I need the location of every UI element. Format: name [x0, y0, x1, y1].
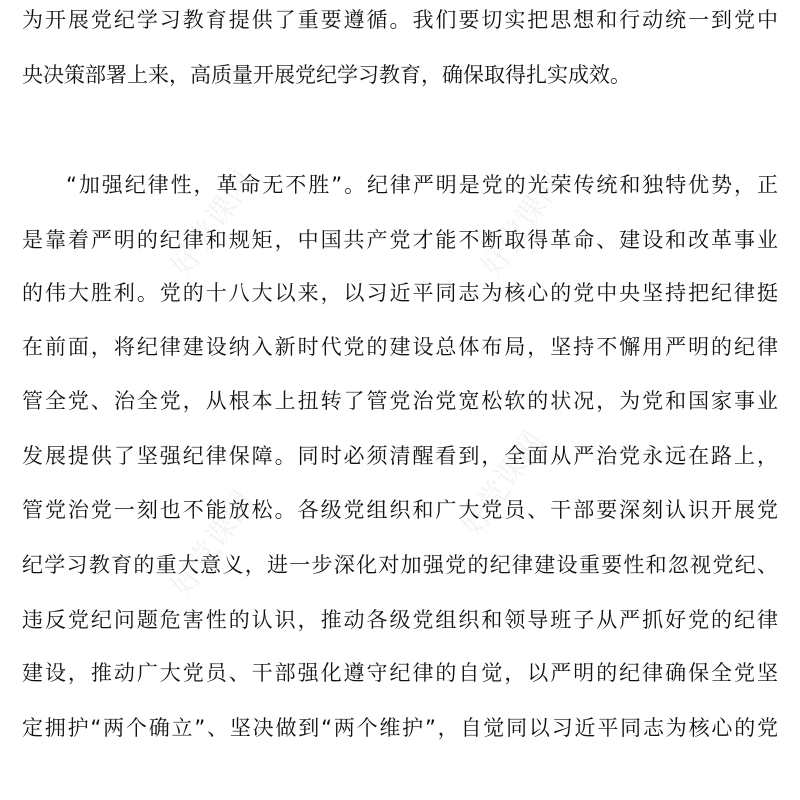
text-line: 央决策部署上来，高质量开展党纪学习教育，确保取得扎实成效。 — [22, 63, 631, 87]
watermark: 好党课网 — [474, 164, 572, 284]
watermark: 好党课网 — [454, 424, 552, 544]
text-line: 在前面，将纪律建设纳入新时代党的建设总体布局，坚持不懈用严明的纪律 — [22, 335, 778, 359]
text-line: 的伟大胜利。党的十八大以来，以习近平同志为核心的党中央坚持把纪律挺 — [22, 281, 778, 305]
watermark: 好党课网 — [164, 484, 262, 604]
text-line: 为开展党纪学习教育提供了重要遵循。我们要切实把思想和行动统一到党中 — [22, 8, 778, 32]
watermark: 好党课网 — [164, 164, 262, 284]
text-line: 违反党纪问题危害性的认识，推动各级党组织和领导班子从严抓好党的纪律 — [22, 608, 778, 632]
text-line: 发展提供了坚强纪律保障。同时必须清醒看到，全面从严治党永远在路上， — [22, 444, 778, 468]
text-line: 定拥护“两个确立”、坚决做到“两个维护”，自觉同以习近平同志为核心的党 — [22, 716, 778, 740]
text-line: 管党治党一刻也不能放松。各级党组织和广大党员、干部要深刻认识开展党 — [22, 498, 778, 522]
text-line: 是靠着严明的纪律和规矩，中国共产党才能不断取得革命、建设和改革事业 — [22, 228, 778, 252]
text-line: 管全党、治全党，从根本上扭转了管党治党宽松软的状况，为党和国家事业 — [22, 389, 778, 413]
text-line: 纪学习教育的重大意义，进一步深化对加强党的纪律建设重要性和忽视党纪、 — [22, 553, 778, 577]
text-line: “加强纪律性，革命无不胜”。纪律严明是党的光荣传统和独特优势，正 — [66, 173, 778, 197]
text-line: 建设，推动广大党员、干部强化遵守纪律的自觉，以严明的纪律确保全党坚 — [22, 661, 778, 685]
